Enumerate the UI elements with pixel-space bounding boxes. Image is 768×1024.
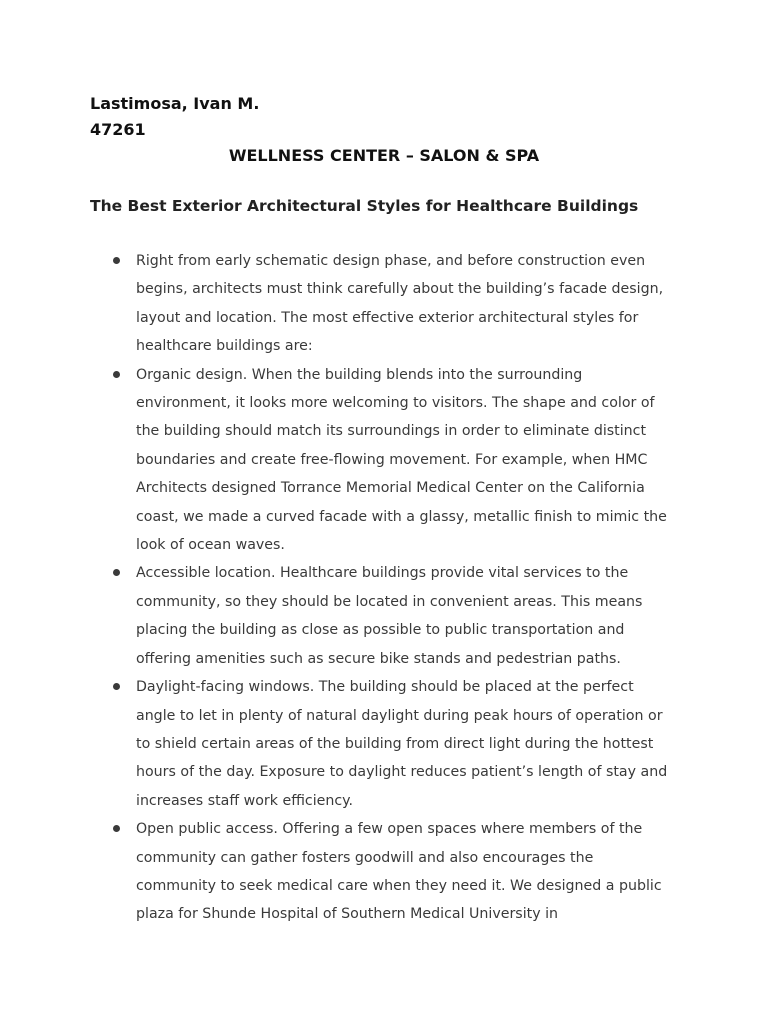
bullet-icon <box>113 683 120 690</box>
list-item <box>0 673 676 815</box>
list-item <box>0 815 676 929</box>
list-item <box>0 559 676 673</box>
author-name: Lastimosa, Ivan M. <box>90 94 260 113</box>
list-item-text: Open public access. Offering a few open spaces where members of the community can gather fosters goodwill and also encourages the community to seek medical care when they need it. We designed a public plaza for Shunde Hospital of Southern Medical University in <box>136 821 662 923</box>
list-item-text: Accessible location. Healthcare buildings provide vital services to the community, so they should be located in convenient areas. This means placing the building as close as possible to public transportation and offering amenities such as secure bike stands and pedestrian paths. <box>136 565 643 667</box>
section-heading: The Best Exterior Architectural Styles for Healthcare Buildings <box>90 197 639 215</box>
bullet-icon <box>113 569 120 576</box>
list-item-text: Organic design. When the building blends into the surrounding environment, it looks more welcoming to visitors. The shape and color of the building should match its surroundings in order to eliminate distinct boundaries and create free-flowing movement. For example, when HMC Architects designed Torrance Memorial Medical Center on the California coast, we made a curved facade with a glassy, metallic finish to mimic the look of ocean waves. <box>136 366 667 554</box>
bullet-icon <box>113 257 120 264</box>
bullet-icon <box>113 825 120 832</box>
author-id: 47261 <box>90 120 146 139</box>
bullet-list <box>0 247 768 929</box>
document-title: WELLNESS CENTER – SALON & SPA <box>228 146 540 165</box>
list-item <box>0 361 676 560</box>
list-item <box>0 247 676 361</box>
bullet-icon <box>113 371 120 378</box>
list-item-text: Daylight-facing windows. The building should be placed at the perfect angle to let in plenty of natural daylight during peak hours of operation or to shield certain areas of the building from direct light during the hottest hours of the day. Exposure to daylight reduces patient’s length of stay and increases staff work efficiency. <box>136 679 668 809</box>
list-item-text: Right from early schematic design phase, and before construction even begins, architects must think carefully about the building’s facade design, layout and location. The most effective exterior architectural styles for healthcare buildings are: <box>136 253 664 355</box>
